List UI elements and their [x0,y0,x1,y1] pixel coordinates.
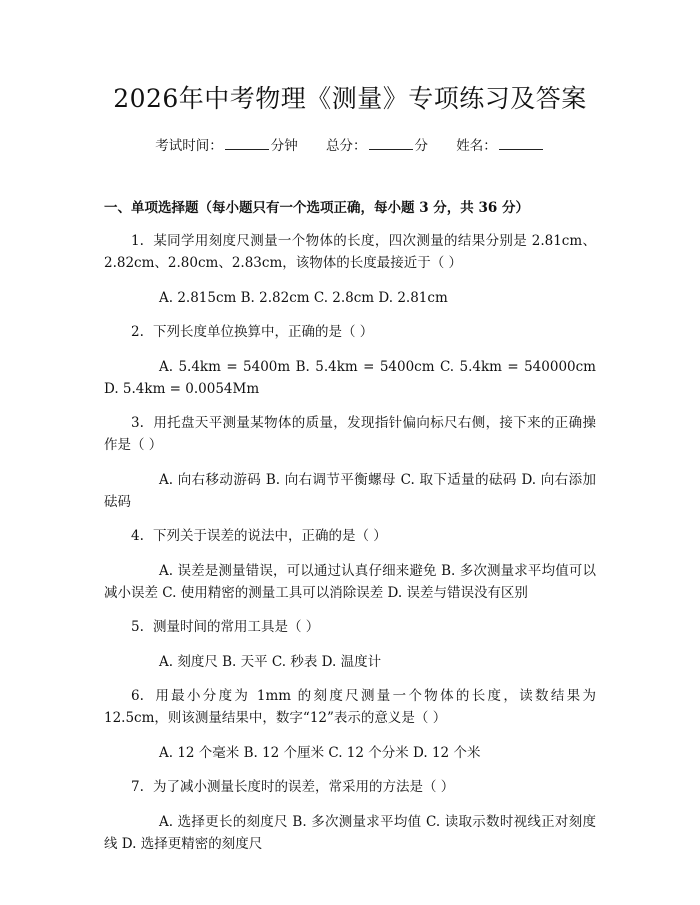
question-4 [104,525,596,604]
question-6 [104,685,596,764]
question-text: 用托盘天平测量某物体的质量，发现指针偏向标尺右侧，接下来的正确操作是（ ） [104,415,596,453]
question-5 [104,616,596,673]
question-7 [104,776,596,855]
question-options: A. 5.4km = 5400m B. 5.4km = 5400cm C. 5.4km = 540000cm D. 5.4km = 0.0054Mm [104,359,596,397]
question-options: A. 12 个毫米 B. 12 个厘米 C. 12 个分米 D. 12 个米 [159,745,481,761]
question-options: A. 选择更长的刻度尺 B. 多次测量求平均值 C. 读取示数时视线正对刻度线 D. 选择更精密的刻度尺 [104,814,596,852]
question-stem [104,616,596,638]
question-options: A. 误差是测量错误，可以通过认真仔细来避免 B. 多次测量求平均值可以减小误差 C. 使用精密的测量工具可以消除误差 D. 误差与错误没有区别 [104,563,596,601]
question-3 [104,412,596,513]
question-options: A. 2.815cm B. 2.82cm C. 2.8cm D. 2.81cm [159,290,448,306]
question-text: 下列长度单位换算中，正确的是（ ） [153,324,374,340]
question-number: 7. [131,779,144,795]
question-number: 3. [131,415,144,431]
question-text: 测量时间的常用工具是（ ） [153,619,320,635]
question-stem [104,685,596,729]
question-options: A. 刻度尺 B. 天平 C. 秒表 D. 温度计 [159,654,382,670]
question-number: 1. [131,233,144,249]
question-stem [104,525,596,547]
question-text: 下列关于误差的说法中，正确的是（ ） [153,528,387,544]
score-blank[interactable] [369,136,413,150]
name-field [456,136,545,156]
question-number: 2. [131,324,144,340]
page-title: 2026年中考物理《测量》专项练习及答案 [113,84,587,113]
question-number: 6. [131,688,144,704]
time-unit: 分钟 [270,138,298,154]
name-blank[interactable] [499,136,543,150]
question-number: 4. [131,528,144,544]
score-label: 总分： [326,138,367,154]
question-text: 某同学用刻度尺测量一个物体的长度，四次测量的结果分别是 2.81cm、2.82cm、2.80cm、2.83cm，该物体的长度最接近于（ ） [104,233,596,271]
time-blank[interactable] [225,136,269,150]
question-number: 5. [131,619,144,635]
question-text: 用最小分度为 1mm 的刻度尺测量一个物体的长度，读数结果为 12.5cm，则该测量结果中，数字“12”表示的意义是（ ） [104,688,596,726]
question-2 [104,321,596,400]
score-unit: 分 [414,138,428,154]
time-label: 考试时间： [155,138,223,154]
question-stem [104,776,596,798]
time-field [155,136,298,156]
name-label: 姓名： [456,138,497,154]
question-text: 为了减小测量长度时的误差，常采用的方法是（ ） [153,779,455,795]
exam-meta [104,136,596,156]
question-stem [104,321,596,343]
question-1 [104,230,596,309]
question-stem [104,412,596,456]
score-field [326,136,428,156]
question-stem [104,230,596,274]
section-heading: 一、单项选择题（每小题只有一个选项正确，每小题 3 分，共 36 分） [104,200,529,216]
question-options: A. 向右移动游码 B. 向右调节平衡螺母 C. 取下适量的砝码 D. 向右添加砝码 [104,472,596,510]
